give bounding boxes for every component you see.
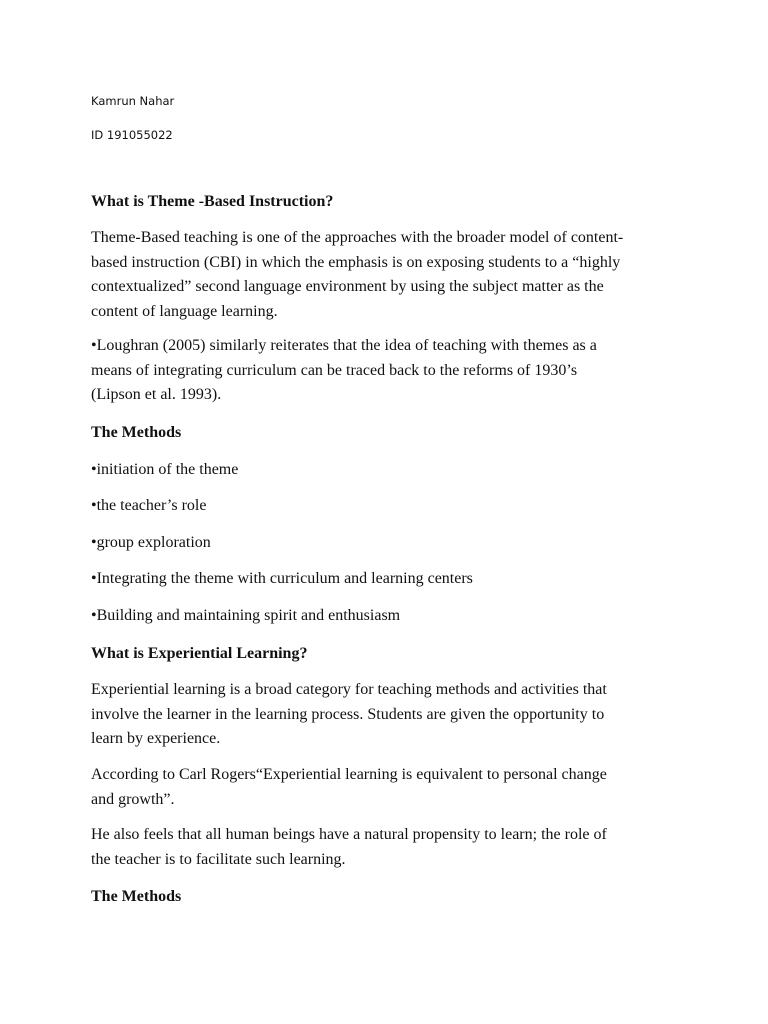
paragraph-line: involve the learner in the learning process. Students are given the opportunity to [91, 705, 605, 723]
paragraph-line: based instruction (CBI) in which the emphasis is on exposing students to a “highly [91, 253, 621, 271]
paragraph-human-propensity [91, 823, 681, 872]
paragraph-experiential-definition [91, 678, 681, 752]
paragraph-line: He also feels that all human beings have a natural propensity to learn; the role of [91, 826, 607, 843]
author-name: Kamrun Nahar [91, 94, 175, 108]
heading-the-methods-1: The Methods [91, 424, 182, 441]
heading-theme-based-instruction: What is Theme -Based Instruction? [91, 193, 334, 210]
paragraph-line: Theme-Based teaching is one of the approaches with the broader model of content- [91, 229, 624, 246]
paragraph-theme-based-definition [91, 226, 681, 324]
paragraph-line: contextualized” second language environment by using the subject matter as the [91, 278, 604, 295]
list-item: •Building and maintaining spirit and enthusiasm [91, 607, 401, 624]
list-item: •initiation of the theme [91, 461, 239, 478]
paragraph-line: According to Carl Rogers“Experiential learning is equivalent to personal change [91, 766, 607, 783]
paragraph-line: the teacher is to facilitate such learning. [91, 850, 346, 868]
list-item: •Integrating the theme with curriculum and learning centers [91, 570, 473, 587]
paragraph-line: means of integrating curriculum can be traced back to the reforms of 1930’s [91, 361, 578, 379]
paragraph-line: and growth”. [91, 790, 175, 808]
heading-the-methods-2: The Methods [91, 888, 182, 905]
list-item: •the teacher’s role [91, 497, 207, 514]
heading-experiential-learning: What is Experiential Learning? [91, 645, 308, 662]
paragraph-carl-rogers [91, 763, 681, 812]
paragraph-loughran [91, 334, 681, 408]
student-id: ID 191055022 [91, 128, 173, 142]
paragraph-line: (Lipson et al. 1993). [91, 386, 222, 403]
list-item: •group exploration [91, 534, 211, 551]
paragraph-line: •Loughran (2005) similarly reiterates that the idea of teaching with themes as a [91, 337, 597, 354]
paragraph-line: Experiential learning is a broad category for teaching methods and activities that [91, 681, 607, 698]
paragraph-line: content of language learning. [91, 302, 278, 320]
paragraph-line: learn by experience. [91, 730, 221, 747]
